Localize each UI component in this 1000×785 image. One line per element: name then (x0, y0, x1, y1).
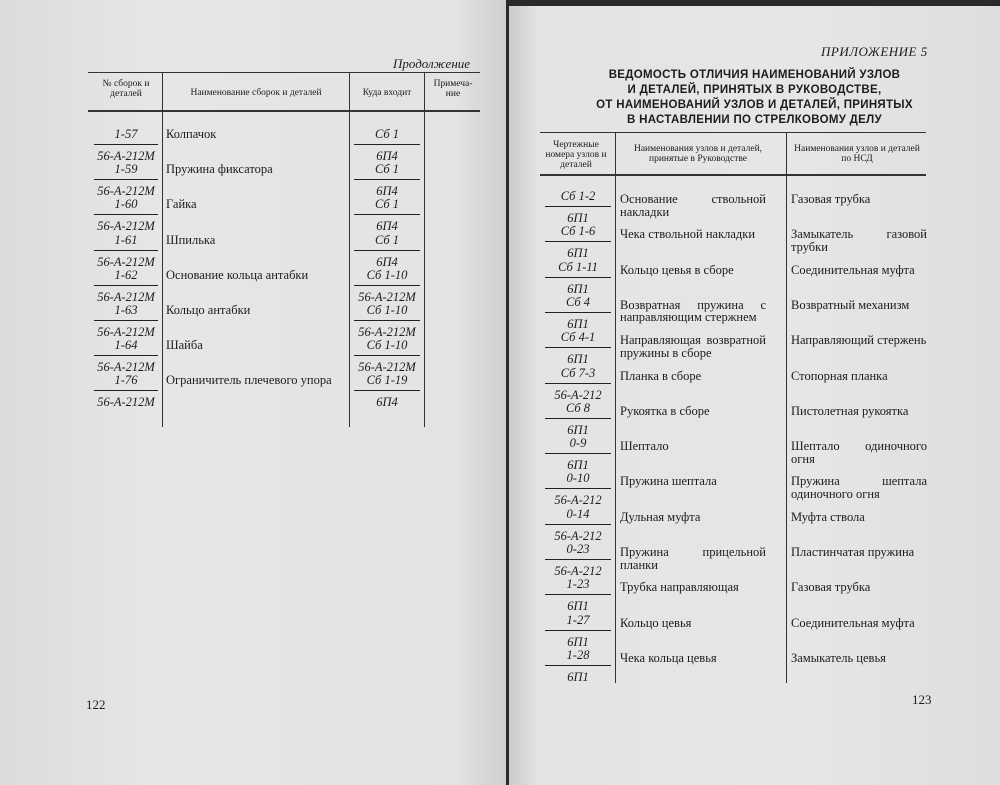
drawing-number-fraction (545, 189, 611, 225)
manual-name: Чека ствольной накладки (620, 227, 756, 242)
where-used-fraction-numerator: Сб 1-10 (366, 303, 408, 317)
header-note: Примеча-ние (433, 79, 473, 99)
where-used-fraction-numerator: Сб 1-10 (366, 338, 408, 353)
where-used-fraction-numerator: Сб 1-10 (366, 267, 408, 282)
part-number-fraction-denominator: 56-А-212М (97, 254, 155, 269)
part-number-fraction-bar (94, 355, 158, 356)
manual-name: Основание ствольной накладки (620, 192, 766, 219)
drawing-number-fraction-bar (545, 559, 611, 560)
where-used-fraction-bar (354, 250, 420, 251)
nsd-name: Шептало одиночного огня (791, 439, 927, 466)
where-used-fraction-denominator: 6П4 (376, 184, 398, 199)
manual-name: Направляющая возвратной пружины в сборе (620, 333, 766, 360)
drawing-number-fraction-bar (545, 206, 611, 207)
drawing-number-fraction (545, 224, 611, 260)
manual-name: Рукоятка в сборе (620, 403, 710, 418)
part-number-fraction-denominator: 56-А-212М (97, 184, 155, 199)
header-where: Куда входит (362, 88, 412, 98)
manual-name: Пружина шептала (620, 474, 717, 489)
part-number-fraction-bar (94, 179, 158, 180)
manual-name: Чека кольца цевья (620, 650, 717, 665)
part-number-fraction-numerator: 1-64 (114, 338, 138, 353)
col-divider-2 (786, 132, 787, 683)
part-number-fraction-denominator: 56-А-212М (97, 325, 155, 339)
drawing-number-fraction-denominator: 6П1 (567, 669, 589, 684)
nsd-name: Соединительная муфта (791, 262, 915, 277)
nsd-name: Замыкатель цевья (791, 650, 886, 665)
appendix-label: ПРИЛОЖЕНИЕ 5 (821, 44, 928, 59)
where-used-fraction (354, 197, 420, 233)
part-name: Ограничитель плечевого упора (166, 373, 332, 388)
drawing-number-fraction-denominator: 6П1 (567, 352, 589, 367)
where-used-fraction-bar (354, 285, 420, 286)
part-number-fraction-numerator: 1-76 (114, 373, 138, 388)
part-number-fraction-numerator: 1-60 (114, 197, 138, 212)
drawing-number-fraction-denominator: 6П1 (567, 634, 589, 649)
part-number-fraction-numerator: 1-61 (114, 232, 138, 247)
nsd-name: Возвратный механизм (791, 297, 910, 312)
where-used-fraction-denominator: 56-А-212М (358, 325, 416, 339)
manual-name: Кольцо цевья (620, 615, 692, 630)
part-number-fraction-denominator: 56-А-212М (97, 149, 155, 163)
drawing-number-fraction-bar (545, 594, 611, 595)
title-line-3: ОТ НАИМЕНОВАНИЙ УЗЛОВ И ДЕТАЛЕЙ, ПРИНЯТЫХ (596, 99, 913, 111)
col-divider-1 (162, 72, 163, 427)
nsd-name: Стопорная планка (791, 368, 888, 383)
title-line-4: В НАСТАВЛЕНИИ ПО СТРЕЛКОВОМУ ДЕЛУ (627, 114, 882, 126)
page-number-right: 123 (912, 692, 932, 707)
manual-name: Кольцо цевья в сборе (620, 262, 734, 277)
drawing-number-fraction-numerator: 0-9 (569, 436, 587, 451)
drawing-number-fraction-bar (545, 347, 611, 348)
drawing-number-fraction-numerator: Сб 1-2 (560, 189, 596, 203)
part-name: Кольцо антабки (166, 303, 251, 317)
part-number-fraction (94, 268, 158, 304)
part-number-fraction-denominator: 56-А-212М (97, 395, 155, 410)
manual-name: Шептало (620, 439, 669, 454)
drawing-number-fraction (545, 577, 611, 613)
where-used-fraction-numerator: Сб 1 (374, 127, 400, 141)
part-number-fraction-numerator: 1-62 (114, 267, 138, 282)
part-name: Основание кольца антабки (166, 267, 309, 282)
table-top-rule (540, 132, 926, 133)
where-used-fraction-denominator: 6П4 (376, 219, 398, 234)
where-used-fraction-bar (354, 144, 420, 145)
drawing-number-fraction-numerator: Сб 7-3 (560, 365, 596, 380)
drawing-number-fraction-numerator: 1-28 (566, 647, 590, 662)
part-number-fraction-numerator: 1-57 (114, 127, 138, 141)
part-number-fraction (94, 303, 158, 339)
part-number-fraction-denominator: 56-А-212М (97, 219, 155, 234)
drawing-number-fraction (545, 295, 611, 331)
drawing-number-fraction-numerator: 1-23 (566, 577, 590, 592)
nsd-name: Соединительная муфта (791, 615, 915, 630)
part-number-fraction-bar (94, 390, 158, 391)
part-number-fraction-bar (94, 214, 158, 215)
drawing-number-fraction-denominator: 6П1 (567, 281, 589, 296)
drawing-number-fraction-denominator: 6П1 (567, 246, 589, 261)
drawing-number-fraction-bar (545, 241, 611, 242)
drawing-number-fraction-numerator: 0-14 (566, 506, 590, 521)
nsd-name: Пластинчатая пружина (791, 545, 915, 559)
drawing-number-fraction-bar (545, 277, 611, 278)
page-number-left: 122 (86, 697, 106, 712)
col-divider-3 (424, 72, 425, 427)
drawing-number-fraction (545, 366, 611, 402)
where-used-fraction-bar (354, 179, 420, 180)
where-used-fraction (354, 127, 420, 163)
drawing-number-fraction (545, 401, 611, 437)
part-number-fraction (94, 197, 158, 233)
drawing-number-fraction-bar (545, 665, 611, 666)
drawing-number-fraction-numerator: Сб 4 (565, 294, 591, 309)
title-line-1: ВЕДОМОСТЬ ОТЛИЧИЯ НАИМЕНОВАНИЙ УЗЛОВ (608, 69, 901, 81)
header-manual-name: Наименования узлов и деталей, принятые в Руководстве (633, 144, 763, 164)
manual-name: Дульная муфта (620, 509, 701, 524)
part-number-fraction-numerator: 1-59 (114, 162, 138, 177)
nsd-name: Направляющий стержень (791, 333, 927, 348)
header-drawing-number: Чертежные номера узлов и деталей (545, 140, 607, 170)
part-number-fraction (94, 127, 158, 163)
drawing-number-fraction-numerator: 0-23 (566, 542, 590, 556)
drawing-number-fraction-denominator: 6П1 (567, 599, 589, 614)
part-number-fraction-bar (94, 285, 158, 286)
drawing-number-fraction-bar (545, 383, 611, 384)
drawing-number-fraction-denominator: 56-А-212 (554, 493, 602, 508)
drawing-number-fraction-bar (545, 630, 611, 631)
where-used-fraction-numerator: Сб 1 (374, 197, 400, 212)
col-divider-1 (615, 132, 616, 683)
where-used-fraction-bar (354, 214, 420, 215)
part-name: Колпачок (166, 127, 217, 141)
drawing-number-fraction-denominator: 56-А-212 (554, 528, 602, 543)
where-used-fraction-numerator: Сб 1-19 (366, 373, 408, 388)
drawing-number-fraction (545, 330, 611, 366)
nsd-name: Газовая трубка (791, 580, 871, 595)
part-number-fraction-bar (94, 144, 158, 145)
drawing-number-fraction-numerator: Сб 1-11 (558, 259, 598, 274)
part-number-fraction-denominator: 56-А-212М (97, 360, 155, 375)
drawing-number-fraction-numerator: Сб 1-6 (560, 224, 596, 239)
part-number-fraction-numerator: 1-63 (114, 303, 138, 317)
drawing-number-fraction-denominator: 6П1 (567, 458, 589, 473)
drawing-number-fraction-bar (545, 312, 611, 313)
where-used-fraction-denominator: 56-А-212М (358, 360, 416, 375)
manual-name: Возвратная пружина с направляющим стержнем (620, 297, 766, 325)
nsd-name: Газовая трубка (791, 192, 871, 206)
drawing-number-fraction (545, 613, 611, 649)
drawing-number-fraction-bar (545, 524, 611, 525)
where-used-fraction (354, 303, 420, 339)
where-used-fraction-denominator: 56-А-212М (358, 289, 416, 304)
drawing-number-fraction-numerator: Сб 8 (565, 400, 591, 415)
part-number-fraction (94, 338, 158, 374)
part-number-fraction-denominator: 56-А-212М (97, 289, 155, 304)
manual-name: Пружина прицельной планки (620, 545, 766, 572)
drawing-number-fraction (545, 507, 611, 543)
drawing-number-fraction-denominator: 6П1 (567, 422, 589, 437)
part-number-fraction-bar (94, 320, 158, 321)
part-number-fraction-bar (94, 250, 158, 251)
where-used-fraction-bar (354, 320, 420, 321)
drawing-number-fraction-denominator: 6П1 (567, 211, 589, 225)
drawing-number-fraction (545, 260, 611, 296)
where-used-fraction-denominator: 6П4 (376, 395, 398, 410)
where-used-fraction (354, 233, 420, 269)
where-used-fraction (354, 373, 420, 409)
table-top-rule (88, 72, 480, 73)
where-used-fraction-bar (354, 390, 420, 391)
drawing-number-fraction (545, 542, 611, 578)
where-used-fraction-denominator: 6П4 (376, 149, 398, 163)
nsd-name: Пружина шептала одиночного огня (791, 474, 927, 501)
part-number-fraction (94, 233, 158, 269)
title-line-2: И ДЕТАЛЕЙ, ПРИНЯТЫХ В РУКОВОДСТВЕ, (627, 84, 882, 96)
drawing-number-fraction (545, 436, 611, 472)
drawing-number-fraction-denominator: 56-А-212 (554, 564, 602, 578)
drawing-number-fraction (545, 648, 611, 684)
drawing-number-fraction-numerator: 0-10 (566, 471, 590, 486)
manual-name: Планка в сборе (620, 368, 702, 383)
right-page (509, 6, 1000, 785)
nsd-name: Пистолетная рукоятка (791, 403, 909, 418)
drawing-number-fraction-numerator: 1-27 (566, 612, 590, 627)
table-header-rule (88, 110, 480, 112)
where-used-fraction (354, 162, 420, 198)
where-used-fraction-numerator: Сб 1 (374, 232, 400, 247)
header-name: Наименование сборок и деталей (190, 88, 322, 98)
where-used-fraction (354, 268, 420, 304)
manual-name: Трубка направляющая (620, 580, 739, 595)
part-name: Шайба (166, 338, 203, 353)
part-number-fraction (94, 373, 158, 409)
part-name: Гайка (166, 197, 197, 212)
drawing-number-fraction-bar (545, 488, 611, 489)
col-divider-2 (349, 72, 350, 427)
part-number-fraction (94, 162, 158, 198)
drawing-number-fraction-numerator: Сб 4-1 (560, 330, 596, 345)
part-name: Пружина фиксатора (166, 162, 273, 177)
drawing-number-fraction-denominator: 6П1 (567, 316, 589, 331)
drawing-number-fraction (545, 471, 611, 507)
drawing-number-fraction-bar (545, 418, 611, 419)
nsd-name: Замыкатель газовой трубки (791, 227, 927, 254)
header-nsd-name: Наименования узлов и деталей по НСД (794, 144, 920, 164)
continuation-label: Продолжение (393, 56, 471, 71)
where-used-fraction-numerator: Сб 1 (374, 162, 400, 177)
table-header-rule (540, 174, 926, 176)
header-part-number: № сборок и деталей (102, 79, 150, 99)
part-name: Шпилька (166, 232, 216, 247)
where-used-fraction-denominator: 6П4 (376, 254, 398, 269)
where-used-fraction (354, 338, 420, 374)
drawing-number-fraction-denominator: 56-А-212 (554, 387, 602, 402)
where-used-fraction-bar (354, 355, 420, 356)
nsd-name: Муфта ствола (791, 509, 865, 524)
drawing-number-fraction-bar (545, 453, 611, 454)
